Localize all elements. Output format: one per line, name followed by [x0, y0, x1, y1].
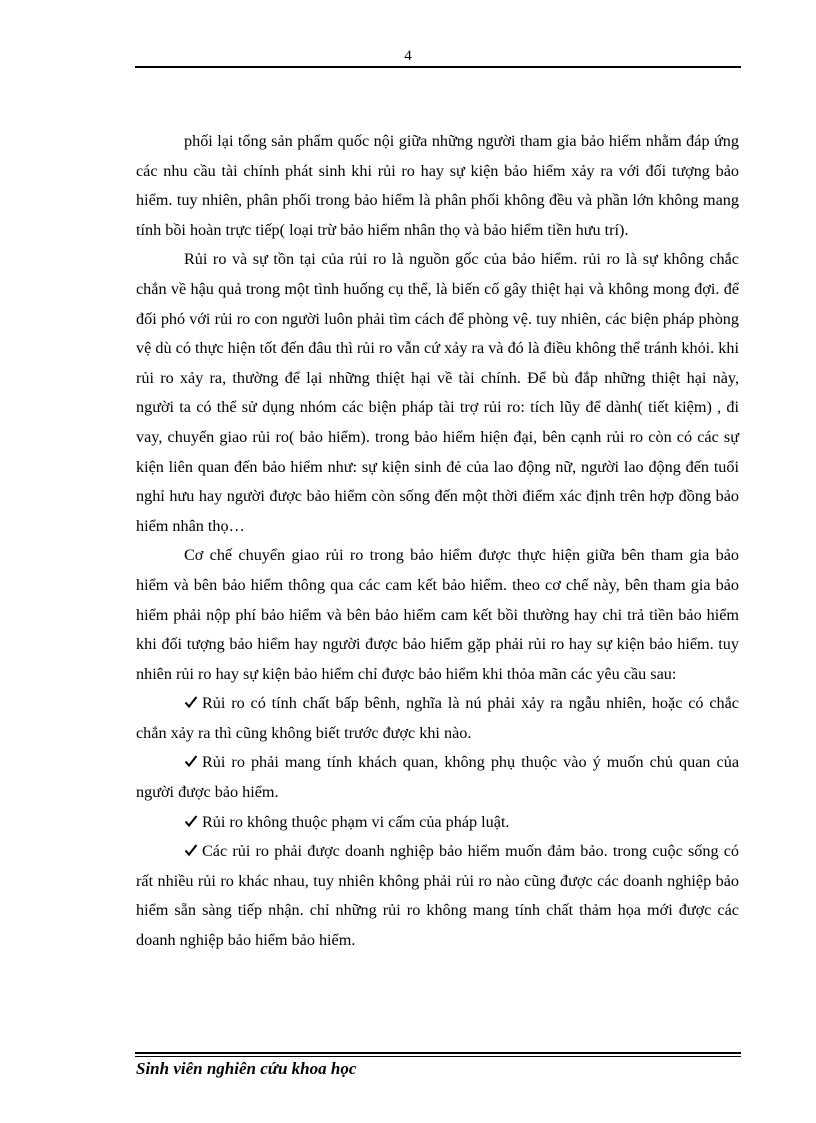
- paragraph-3: Cơ chế chuyển giao rủi ro trong bảo hiểm được thực hiện giữa bên tham gia bảo hiểm và bên bảo hiểm thông qua các cam kết bảo hiểm. theo cơ chế này, bên tham gia bảo hiểm phải nộp phí bảo hiểm và bên bảo hiểm cam kết bồi thường hay chi trả tiền bảo hiểm khi đối tượng bảo hiểm hay người được bảo hiểm gặp phải rủi ro hay sự kiện bảo hiểm. tuy nhiên rủi ro hay sự kiện bảo hiểm chỉ được bảo hiểm khi thỏa mãn các yêu cầu sau:: [136, 546, 739, 683]
- bullet-item: [136, 808, 739, 838]
- paragraph-2: Rủi ro và sự tồn tại của rủi ro là nguồn gốc của bảo hiểm. rủi ro là sự không chắc chắn về hậu quả trong một tình huống cụ thể, là biến cố gây thiệt hại và không mong đợi. để đối phó với rủi ro con người luôn phải tìm cách để phòng vệ. tuy nhiên, các biện pháp phòng vệ dù có thực hiện tốt đến đâu thì rủi ro vẫn cứ xảy ra và đó là điều không thể tránh khỏi. khi rủi ro xảy ra, thường để lại những thiệt hại về tài chính. Để bù đắp những thiệt hại này, người ta có thể sử dụng nhóm các biện pháp tài trợ rủi ro: tích lũy để dành( tiết kiệm) , đi vay, chuyển giao rủi ro( bảo hiểm). trong bảo hiểm hiện đại, bên cạnh rủi ro còn có các sự kiện liên quan đến bảo hiểm như: sự kiện sinh đẻ của lao động nữ, người lao động đến tuổi nghỉ hưu hay người được bảo hiểm còn sống đến một thời điểm xác định trên hợp đồng bảo hiểm nhân thọ…: [136, 250, 739, 535]
- bullet-item: [136, 837, 739, 955]
- bullet-text: Các rủi ro phải được doanh nghiệp bảo hiểm muốn đảm bảo. trong cuộc sống có rất nhiều rủi ro khác nhau, tuy nhiên không phải rủi ro nào cũng được các doanh nghiệp bảo hiểm sẵn sàng tiếp nhận. chỉ những rủi ro không mang tính chất thảm họa mới được các doanh nghiệp bảo hiểm bảo hiểm.: [136, 842, 739, 950]
- bullet-text: Rủi ro không thuộc phạm vi cấm của pháp luật.: [202, 812, 510, 831]
- paragraph-1: phối lại tổng sản phẩm quốc nội giữa những người tham gia bảo hiểm nhằm đáp ứng các nhu cầu tài chính phát sinh khi rủi ro hay sự kiện bảo hiểm xảy ra với đối tượng bảo hiểm. tuy nhiên, phân phối trong bảo hiểm là phân phối không đều và phần lớn không mang tính bồi hoàn trực tiếp( loại trừ bảo hiểm nhân thọ và bảo hiểm tiền hưu trí).: [136, 132, 739, 239]
- checkmark-icon: [184, 695, 198, 709]
- bullet-text: Rủi ro phải mang tính khách quan, không phụ thuộc vào ý muốn chủ quan của người được bảo hiểm.: [136, 753, 739, 802]
- footer-rule: [135, 1052, 741, 1054]
- footer-rule-thin: [135, 1056, 741, 1057]
- bullet-item: [136, 689, 739, 748]
- page-number: 4: [404, 48, 412, 64]
- checkmark-icon: [184, 754, 198, 768]
- document-body: [136, 127, 739, 956]
- checkmark-icon: [184, 814, 198, 828]
- header-rule: [135, 66, 741, 68]
- footer-label: Sinh viên nghiên cứu khoa học: [136, 1059, 357, 1078]
- bullet-item: [136, 748, 739, 807]
- checkmark-icon: [184, 843, 198, 857]
- bullet-text: Rủi ro có tính chất bấp bênh, nghĩa là nú phải xảy ra ngẫu nhiên, hoặc có chắc chắn xảy ra thì cũng không biết trước được khi nào.: [136, 694, 739, 742]
